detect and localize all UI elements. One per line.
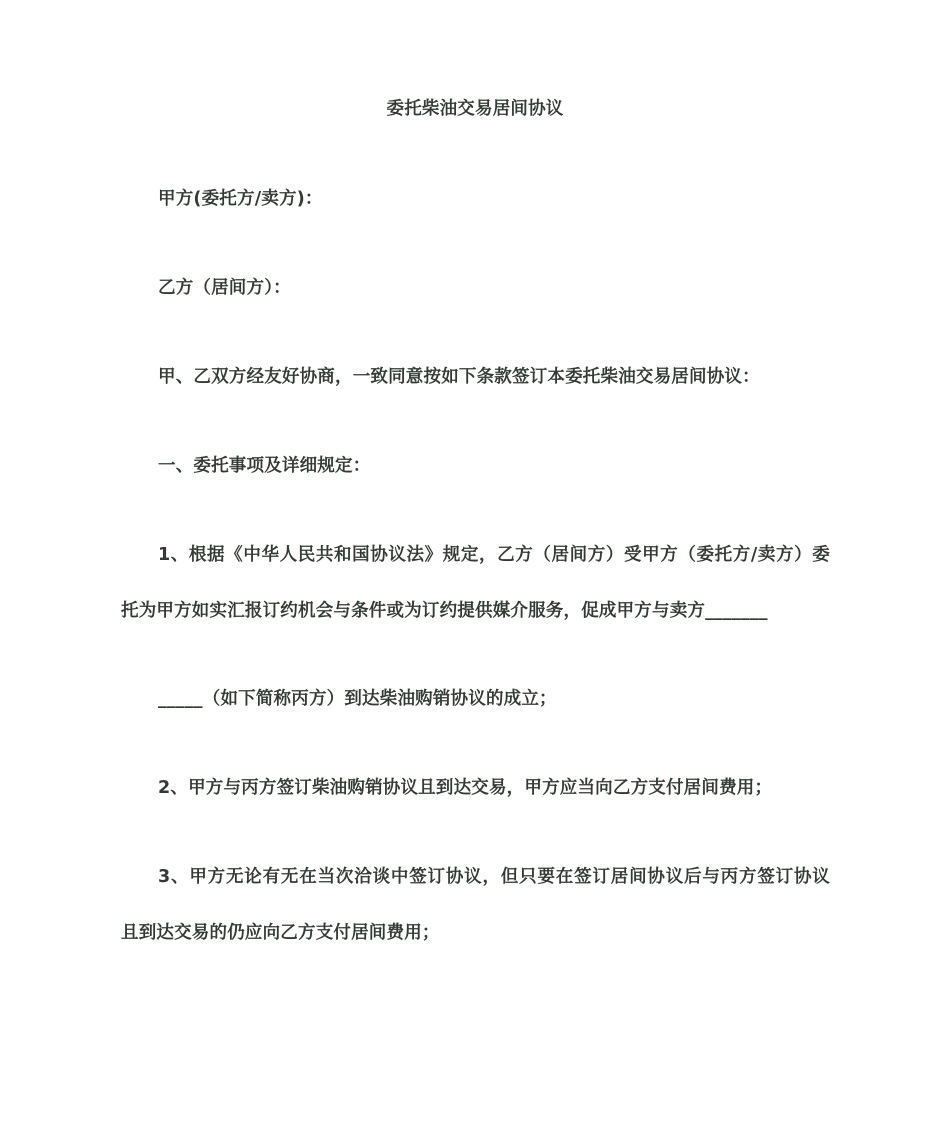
party-b-line: 乙方（居间方）： — [158, 278, 291, 298]
section-1-heading: 一、委托事项及详细规定： — [158, 456, 371, 476]
document-title: 委托柴油交易居间协议 — [386, 99, 564, 119]
preamble-text: 甲、乙双方经友好协商，一致同意按如下条款签订本委托柴油交易居间协议： — [158, 367, 760, 387]
clause-1-line-3: _____（如下简称丙方）到达柴油购销协议的成立； — [158, 689, 557, 709]
clause-3-line-2: 且到达交易的仍应向乙方支付居间费用； — [121, 923, 440, 943]
clause-3-line-1: 3、甲方无论有无在当次洽谈中签订协议，但只要在签订居间协议后与丙方签订协议 — [158, 867, 830, 887]
clause-2-text: 2、甲方与丙方签订柴油购销协议且到达交易，甲方应当向乙方支付居间费用； — [158, 778, 773, 798]
clause-1-line-2: 托为甲方如实汇报订约机会与条件或为订约提供媒介服务，促成甲方与卖方_______ — [121, 601, 768, 621]
party-a-line: 甲方(委托方/卖方)： — [158, 189, 323, 209]
clause-1-line-1: 1、根据《中华人民共和国协议法》规定，乙方（居间方）受甲方（委托方/卖方）委 — [158, 545, 830, 565]
